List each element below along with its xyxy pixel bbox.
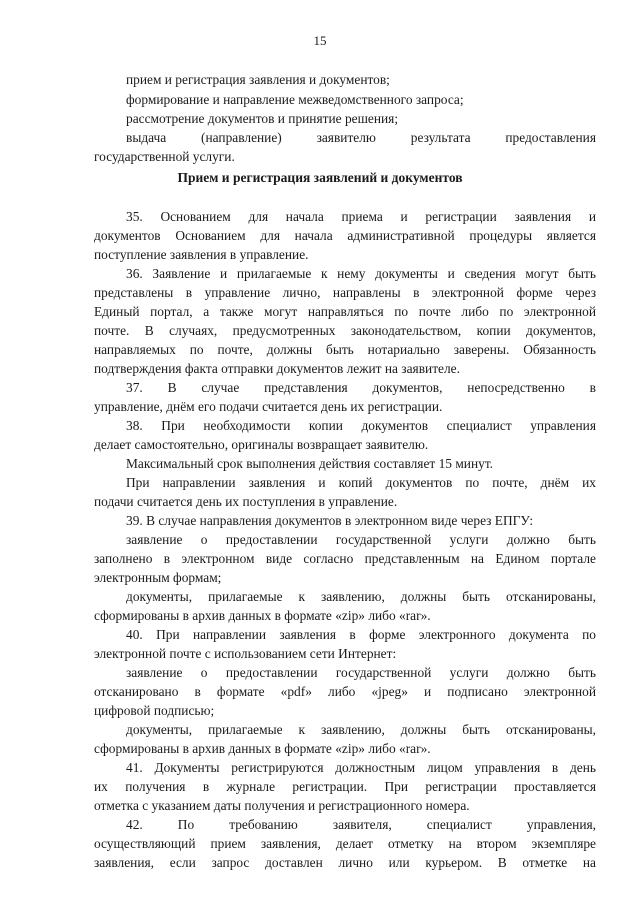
text-line: сформированы в архив данных в формате «zip» либо «rar». <box>94 608 431 623</box>
text-line: почте. В случаях, предусмотренных законодательством, копии документов, <box>94 323 596 338</box>
text-line: делает самостоятельно, оригиналы возвращает заявителю. <box>94 437 429 452</box>
text-line: подачи считается день их поступления в управление. <box>94 494 398 509</box>
page-number: 15 <box>313 33 327 48</box>
text-line: Единый портал, а также могут направляться по почте либо по электронной <box>94 304 596 319</box>
text-line: направляемых по почте, должны быть нотариально заверены. Обязанность <box>94 342 596 357</box>
text-line: выдача (направление) заявителю результата предоставления <box>126 130 596 145</box>
text-line: Максимальный срок выполнения действия составляет 15 минут. <box>126 456 494 471</box>
section-heading: Прием и регистрация заявлений и документов <box>177 170 463 185</box>
text-line: 37. В случае представления документов, непосредственно в <box>126 380 596 395</box>
text-line: 39. В случае направления документов в электронном виде через ЕПГУ: <box>126 513 534 528</box>
text-line: При направлении заявления и копий документов по почте, днём их <box>126 475 596 490</box>
text-line: 38. При необходимости копии документов специалист управления <box>126 418 596 433</box>
text-line: отсканировано в формате «pdf» либо «jpeg» и подписано электронной <box>94 684 596 699</box>
text-line: цифровой подписью; <box>94 703 215 718</box>
text-line: рассмотрение документов и принятие решения; <box>126 111 399 126</box>
text-line: государственной услуги. <box>94 149 235 164</box>
text-line: заявление о предоставлении государственной услуги должно быть <box>126 665 596 680</box>
text-line: заявление о предоставлении государственной услуги должно быть <box>126 532 596 547</box>
text-line: сформированы в архив данных в формате «zip» либо «rar». <box>94 741 431 756</box>
text-line: 41. Документы регистрируются должностным лицом управления в день <box>126 760 596 775</box>
text-line: подтверждения факта отправки документов лежит на заявителе. <box>94 361 460 376</box>
text-line: заполнено в электронном виде согласно представленным на Едином портале <box>94 551 596 566</box>
text-line: документы, прилагаемые к заявлению, должны быть отсканированы, <box>126 722 596 737</box>
text-line: 42. По требованию заявителя, специалист управления, <box>126 817 596 832</box>
text-line: заявления, если запрос доставлен лично или курьером. В отметке на <box>94 855 596 870</box>
text-line: 35. Основанием для начала приема и регистрации заявления и <box>126 209 596 224</box>
text-line: 40. При направлении заявления в форме электронного документа по <box>126 627 596 642</box>
text-line: документы, прилагаемые к заявлению, должны быть отсканированы, <box>126 589 596 604</box>
text-line: формирование и направление межведомственного запроса; <box>126 92 464 107</box>
text-line: их получения в журнале регистрации. При регистрации проставляется <box>94 779 596 794</box>
text-line: поступление заявления в управление. <box>94 247 309 262</box>
text-line: прием и регистрация заявления и документов; <box>126 72 390 87</box>
text-line: электронным формам; <box>94 570 222 585</box>
text-line: управление, днём его подачи считается день их регистрации. <box>94 399 443 414</box>
text-line: электронной почте с использованием сети Интернет: <box>94 646 397 661</box>
text-line: осуществляющий прием заявления, делает отметку на втором экземпляре <box>94 836 596 851</box>
text-line: 36. Заявление и прилагаемые к нему документы и сведения могут быть <box>126 266 596 281</box>
text-line: представлены в управление лично, направлены в электронной форме через <box>94 285 596 300</box>
text-line: отметка с указанием даты получения и регистрационного номера. <box>94 798 470 813</box>
text-line: документов Основанием для начала административной процедуры является <box>94 228 596 243</box>
